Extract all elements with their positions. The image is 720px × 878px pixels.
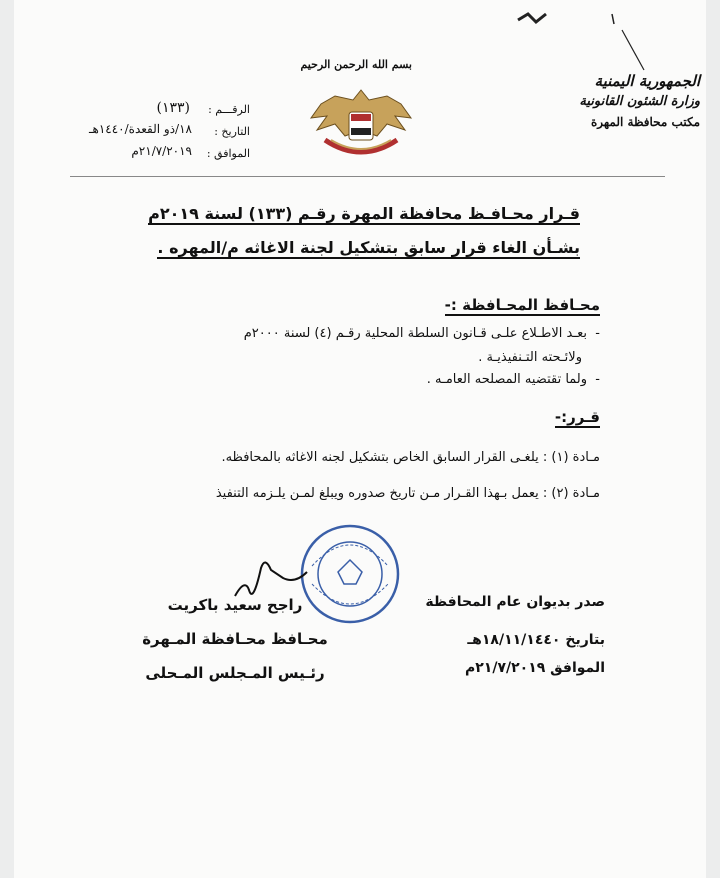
decision-heading: قـرر:- — [554, 408, 600, 426]
issuer-line-3: مكتب محافظة المهرة — [590, 115, 700, 129]
article-1: مـادة (١) : يلغـى القرار السابق الخاص بتشكيل لجنه الاغاثه بالمحافظه. — [221, 450, 600, 465]
greg-label: الموافق : — [206, 147, 250, 160]
signatory-name: راجح سعيد باكريت — [167, 596, 303, 614]
title-line-2: بشـأن الغاء قرار سابق بتشكيل لجنة الاغاثه م/المهره . — [157, 238, 580, 257]
date-label: التاريخ : — [214, 125, 250, 138]
preamble-item-2-text: ولما تقتضيه المصلحه العامـه . — [426, 372, 588, 387]
signatory-title-2: رئـيس المـجلس المـحلى — [145, 664, 325, 682]
issuer-block — [495, 72, 700, 129]
yemen-emblem-icon — [305, 78, 417, 168]
issuer-line-1: الجمهورية اليمنية — [594, 72, 700, 90]
issuer-line-2: وزارة الشئون القانونية — [579, 94, 700, 109]
article-2: مـادة (٢) : يعمل بـهذا القـرار مـن تاريخ صدوره ويبلغ لمـن يلـزمه التنفيذ — [215, 486, 600, 501]
number-value: (١٣٣) — [156, 100, 190, 116]
basmala: بسم الله الرحمن الرحيم — [300, 58, 412, 71]
reference-block — [70, 100, 250, 166]
title-line-1: قـرار محـافـظ محافظة المهرة رقـم (١٣٣) لسنة ٢٠١٩م — [148, 204, 580, 223]
signatory-title-1: محـافظ محـافظة المـهرة — [142, 630, 328, 648]
handwritten-marks — [500, 2, 700, 72]
greg-value: ٢١/٧/٢٠١٩م — [131, 144, 192, 158]
issued-line-2: بتاريخ ١٨/١١/١٤٤٠هـ — [467, 632, 605, 648]
preamble-item-2: - ولما تقتضيه المصلحه العامـه . — [426, 372, 600, 387]
preamble-item-1: - بعـد الاطـلاع علـى قـانون السلطة المحلية رقـم (٤) لسنة ٢٠٠٠م — [243, 326, 600, 341]
date-value: ١٨/ذو القعدة/١٤٤٠هـ — [89, 122, 192, 136]
preamble-heading: محـافظ المحـافظة :- — [444, 296, 600, 314]
header-divider — [70, 176, 665, 177]
preamble-item-1-text: بعـد الاطـلاع علـى قـانون السلطة المحلية رقـم (٤) لسنة ٢٠٠٠م — [243, 326, 588, 341]
issued-line-1: صدر بديوان عام المحافظة — [425, 594, 605, 610]
preamble-item-1-cont: ولائـحته التـنفيذيـة . — [478, 350, 582, 365]
issued-line-3: الموافق ٢١/٧/٢٠١٩م — [465, 660, 605, 676]
number-label: الرقـــم : — [208, 103, 250, 116]
